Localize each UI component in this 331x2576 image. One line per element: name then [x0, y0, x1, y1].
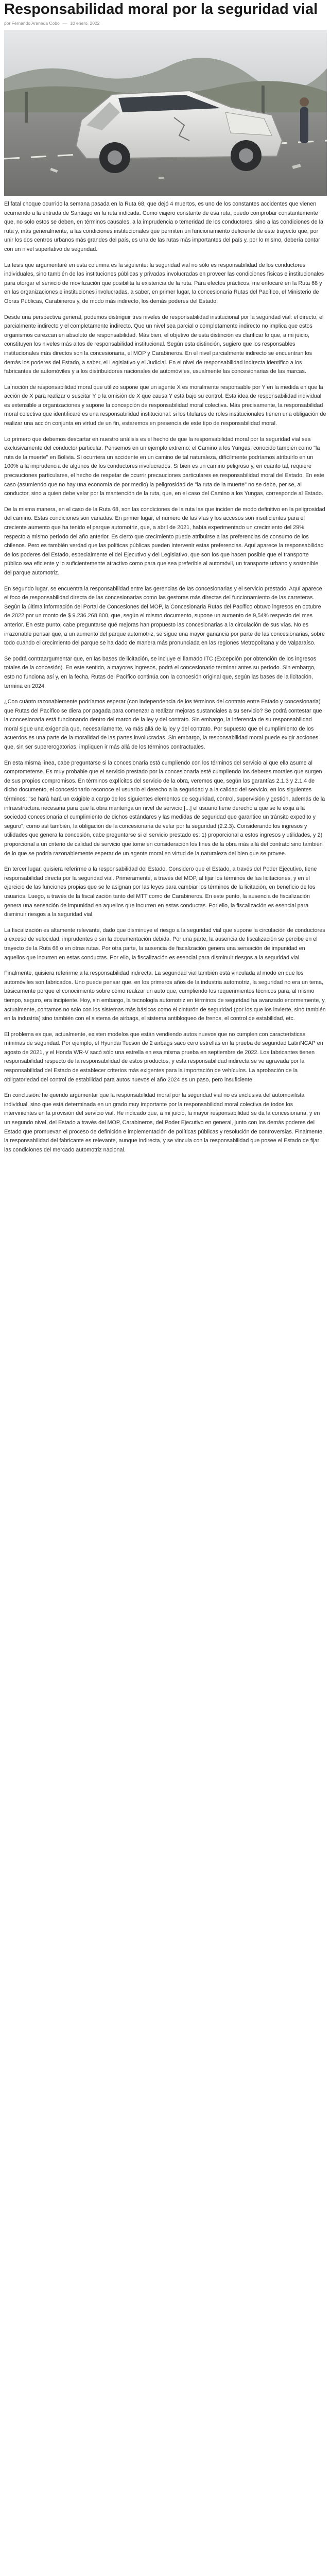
article-paragraph: En esta misma línea, cabe preguntarse si la concesionaria está cumpliendo con los términos del servicio al que ella asume al comprometerse. Es muy probable que el servicio prestado por la concesionaria esté cumpliendo los deberes morales que surgen de sus propios compromisos. En términos explícitos del servicio de la obra, veremos que, según las garantías 2.1.3 y 2.1.4 de dicho documento, el concesionario reconoce el usuario el derecho a la seguridad y a la calidad del servicio, en los siguientes términos: "se hará hará un exigible a cargo de los siguientes elementos de seguridad, control, supervisión y gestión, además de la infraestructura necesaria para que la obra mantenga un nivel de servicio [...] el usuario tiene derecho a que se le exija a la sociedad concesionaria el cumplimiento de dichos estándares y las medidas de seguridad que garantice un tránsito expedito y seguro", como así también, la obligación de la concesionaria de velar por la seguridad (2.2.3). Considerando los ingresos y utilidades que genera la concesión, cabe preguntarse si el servicio prestado es: 1) proporcional a estos ingresos y utilidades, y 2) proporcional a un criterio de calidad de servicio que tome en consideración los fines de la obra más allá del contrato sino también de lo que se podría razonablemente esperar de un agente moral en virtud de la naturaleza del bien que se provee. [4, 759, 325, 857]
article-paragraph: La tesis que argumentaré en esta columna es la siguiente: la seguridad vial no sólo es responsabilidad de los conductores individuales, sino también de las instituciones públicas y privadas involucradas en proveer las condiciones físicas e institucionales para otorgar el servicio de movilización que posibilita la existencia de la ruta. Para efectos prácticos, me enfocaré en la Ruta 68 y en las organizaciones e instituciones involucradas, a saber, en primer lugar, la concesionaria Rutas del Pacífico, el Ministerio de Obras Públicas, Carabineros y, de modo más indirecto, los demás poderes del Estado. [4, 262, 324, 304]
author-link[interactable]: por Fernando Araneda Cobo [4, 21, 60, 26]
article-paragraph: Se podrá contraargumentar que, en las bases de licitación, se incluye el llamado ITC (Excepción por obtención de los ingresos totales de la concesión). En este sentido, a mayores ingresos, podrá el concesionario terminar antes su período. Sin embargo, esto no funciona así y, en la fecha, Rutas del Pacífico continúa con la concesión original que, según las bases de la licitación, termina en 2024. [4, 655, 317, 689]
article-paragraph: En tercer lugar, quisiera referirme a la responsabilidad del Estado. Considero que el Estado, a través del Poder Ejecutivo, tiene responsabilidad directa por la seguridad vial. Primeramente, a través del MOP, al fijar los términos de las licitaciones, y en el ejercicio de las funciones propias que se le asignan por las leyes para cambiar los términos de la licitación, en beneficio de los usuarios. Luego, a través de la fiscalización tanto del MTT como de Carabineros. En este punto, la ausencia de fiscalización genera una sensación de impunidad en aquellos que incurren en estas conductas. Por ello, la fiscalización es esencial para disminuir riesgos a la seguridad vial. [4, 866, 317, 918]
article-paragraph: Finalmente, quisiera referirme a la responsabilidad indirecta. La seguridad vial también está vinculada al modo en que los automóviles son fabricados. Uno puede pensar que, en los primeros años de la industria automotriz, la seguridad no era un tema, básicamente porque el conocimiento sobre cómo realizar un auto que, cumpliendo los requerimientos técnicos para, al mismo tiempo, seguro, era incipiente. Hoy, sin embargo, la tecnología automotriz en términos de seguridad ha avanzado enormemente, y, actualmente, contamos no solo con los sistemas más básicos como el cinturón de seguridad (por los que los invierte, sino también en la industria) sino también con el sistema de airbags, el sistema antibloqueo de frenos, el control de estabilidad, etc. [4, 970, 326, 1022]
article-paragraph: En conclusión: he querido argumentar que la responsabilidad moral por la seguridad vial no es exclusiva del automovilista individual, sino que está determinada en un grado muy importante por la responsabilidad moral colectiva de todos los intervinientes en la provisión del servicio vial. He indicado que, a mi juicio, la mayor responsabilidad se da la concesionaria, y en un segundo nivel, del Estado a través del MOP, Carabineros, del Poder Ejecutivo en general, junto con los demás poderes del Estado que promuevan el proceso de definición e implementación de políticas públicas y resolución de controversias. Finalmente, la responsabilidad del fabricante es relevante, aunque indirecta, y se vincula con la responsabilidad que posee el Estado de fijar las condiciones del mercado automotriz nacional. [4, 1092, 324, 1153]
article-paragraph: Desde una perspectiva general, podemos distinguir tres niveles de responsabilidad institucional por la seguridad vial: el directo, el parcialmente indirecto y el completamente indirecto. Que un nivel sea parcial o completamente indirecto no implica que estos organismos carezcan en absoluto de responsabilidad. Más bien, el objetivo de esta distinción es clarificar lo que, a mi juicio, constituyen los niveles más altos de responsabilidad institucional. Según esta distinción, sugiero que los responsables institucionales más directos son la concesionaria, el MOP y Carabineros. En el nivel parcialmente indirecto se encuentran los demás los poderes del Estado, a saber, el Legislativo y el Judicial. En el nivel de responsabilidad indirecta identifico a los fabricantes de automóviles y a los distribuidores nacionales de automóviles, usualmente las concesionarias de las marcas. [4, 314, 324, 375]
article-paragraph: ¿Con cuánto razonablemente podríamos esperar (con independencia de los términos del contrato entre Estado y concesionaria) que Rutas del Pacífico se diera por pagada para comenzar a realizar mejoras sustanciales a su servicio? Se podrá contestar que la concesionaria está funcionando dentro del marco de la ley y del contrato. Sin embargo, la inferencia de su responsabilidad moral sigue una exigencia que, necesariamente, va más allá de la ley y del contrato. Por supuesto que el cumplimiento de los acuerdos es una parte de la moralidad de las partes involucradas. Sin embargo, la responsabilidad moral puede exigir acciones que, sin ser supererogatorias, impliquen ir más allá de los términos contractuales. [4, 699, 322, 751]
article-paragraph: En segundo lugar, se encuentra la responsabilidad entre las gerencias de las concesionarias y el servicio prestado. Aquí aparece el foco de responsabilidad directa de las concesionarias como las gestoras más directas del funcionamiento de las carreteras. Según la última información del Portal de Concesiones del MOP, la Concesionaria Rutas del Pacífico obtuvo ingresos en octubre de 2022 por un monto de $ 9.236.268.800, que, según el mismo documento, supone un aumento de 9,54% respecto del mes anterior. En este punto, cabe preguntarse qué mejoras han propuesto las concesionarias a la circulación de sus vías. No es irrazonable pensar que, a un aumento del parque automotriz, se sigue una mayor ganancia por parte de las concesionarias, sobre todo cuando el crecimiento del parque se ha dado de manera más pronunciada en las regiones Metropolitana y de Valparaíso. [4, 585, 325, 647]
hero-illustration [4, 30, 327, 196]
article-paragraph: De la misma manera, en el caso de la Ruta 68, son las condiciones de la ruta las que inciden de modo definitivo en la peligrosidad del camino. Estas condiciones son variadas. En primer lugar, el número de las vías y los accesos son insuficientes para el creciente aumento que ha tenido el parque automotriz, que, a abril de 2021, había experimentado un crecimiento del 29% respecto a mismo período del año anterior. Es cierto que crecimiento puede atribuirse a las preferencias de consumo de los chilenos. Pero es también verdad que las políticas públicas pueden intervenir estas preferencias. Aquí aparece la responsabilidad de los poderes del Estado, especialmente el del Ejecutivo y del Legislativo, que son los que hacen posible que el transporte público sea eficiente y lo suficientemente atractivo como para que sea preferible al automóvil, un transporte urbano y sostenible del parque automotriz. [4, 506, 325, 576]
article-paragraph: Lo primero que debemos descartar en nuestro análisis es el hecho de que la responsabilidad moral por la seguridad vial sea exclusivamente del conductor particular. Pensemos en un ejemplo extremo: el Camino a los Yungas, conocido también como "la ruta de la muerte" en Bolivia. Si ocurriera un accidente en un camino de tal naturaleza, difícilmente podríamos atribuirlo en un 100% a la imprudencia de algunos de los conductores involucrados. Si bien es un camino peligroso y, en cuanto tal, requiere precauciones particulares, el hecho de respetar de ocurrir precauciones particulares es responsabilidad moral del Estado. En este caso (asumiendo que no hay una economía de por medio) la peligrosidad de "la ruta de la muerte" no se debe, per se, al conductor, sino a quien debe velar por la mantención de la ruta, que, en el caso del Camino a los Yungas, corresponde al Estado. [4, 436, 324, 497]
meta-separator: — [62, 21, 67, 26]
article-body [4, 200, 327, 1155]
article-meta [4, 21, 327, 26]
hero-image-car-crash [4, 30, 327, 196]
article-paragraph: La fiscalización es altamente relevante, dado que disminuye el riesgo a la seguridad vial que supone la circulación de conductores a exceso de velocidad, imprudentes o sin la documentación debida. Por una parte, la ausencia de fiscalización se percibe en el trayecto de la Ruta 68 o en otras rutas. Por otra parte, la ausencia de fiscalización genera una sensación de impunidad en aquellos que incurren en estas conductas. Por ello, la fiscalización es esencial para disminuir riesgos a la seguridad vial. [4, 927, 325, 961]
article-paragraph: El problema es que, actualmente, existen modelos que están vendiendo autos nuevos que no cumplen con características mínimas de seguridad. Por ejemplo, el Hyundai Tucson de 2 airbags sacó cero estrellas en la prueba de seguridad LatinNCAP en agosto de 2021, y el Honda WR-V sacó sólo una estrella en esa misma prueba en septiembre de 2022. Los fabricantes tienen responsabilidad respecto de la responsabilidad de estos productos, y esta responsabilidad indirecta se ve agravada por la responsabilidad del Estado de establecer criterios más exigentes para la importación de vehículos. La aprobación de la obligatoriedad del control de estabilidad para autos nuevos el año 2024 es un paso, pero insuficiente. [4, 1031, 323, 1083]
article-paragraph: El fatal choque ocurrido la semana pasada en la Ruta 68, que dejó 4 muertos, es uno de los constantes accidentes que vienen ocurriendo a la entrada de Santiago en la ruta indicada. Como viajero constante de esa ruta, puedo comprobar constantemente que, no solo estos se deben, en términos causales, a la imprudencia o temeridad de los conductores, sino a las condiciones de la ruta y, más generalmente, a las condiciones institucionales que permiten un funcionamiento deficiente de este trayecto que, por unir los dos centros urbanos más grandes del país, es una de las rutas más importantes del país y, por lo mismo, debería contar con un nivel superlativo de seguridad. [4, 201, 323, 252]
article-paragraph: La noción de responsabilidad moral que utilizo supone que un agente X es moralmente responsable por Y en la medida en que la acción de X para realizar o suscitar Y o la omisión de X que causa Y está bajo su control. Esta idea de responsabilidad individual es extensible a organizaciones y supone la concepción de responsabilidad moral colectiva. Más precisamente, la responsabilidad moral colectiva que identificaré es una responsabilidad institucional: si los titulares de roles institucionales tienen una obligación de realizar una acción conjunta en virtud de un fin, estaremos en presencia de este tipo de responsabilidad moral. [4, 384, 326, 427]
article [0, 0, 331, 1167]
article-title: Responsabilidad moral por la seguridad vial [4, 1, 318, 18]
publish-date: 10 enero, 2022 [70, 21, 100, 26]
